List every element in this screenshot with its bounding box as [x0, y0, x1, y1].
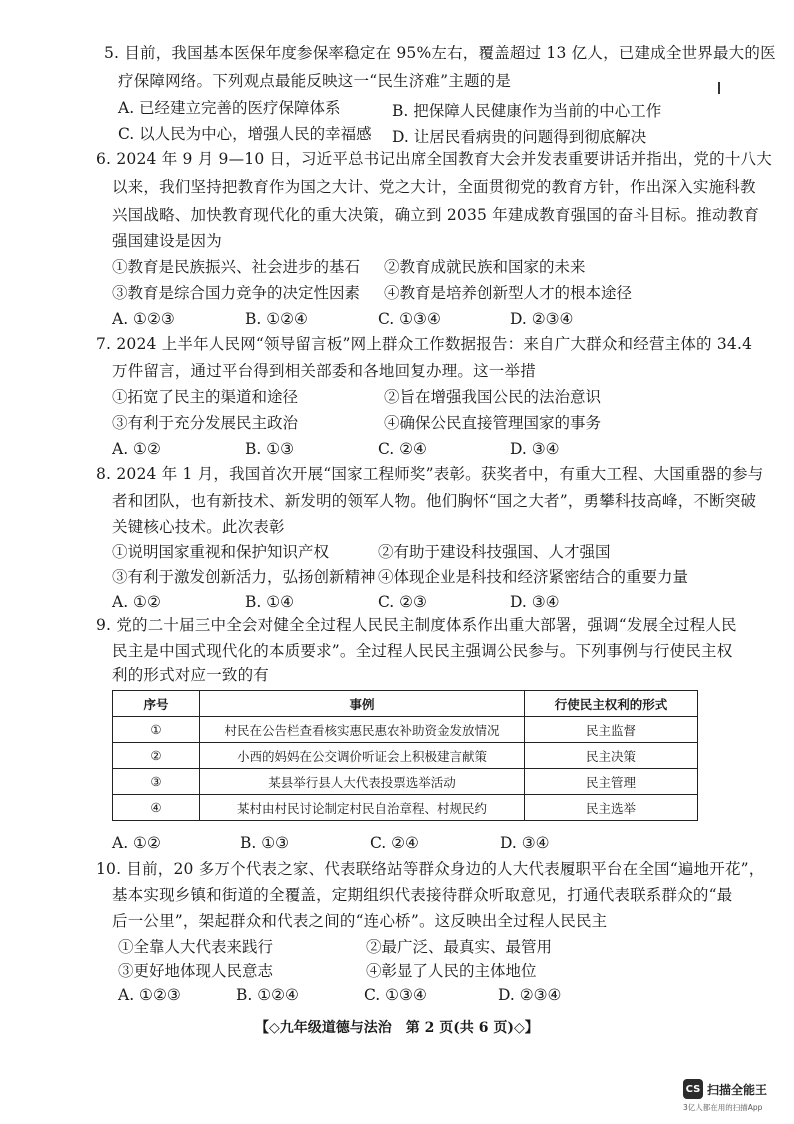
table-cell: ③ [113, 769, 200, 795]
q7-option-b: B. ①③ [245, 440, 295, 458]
q8-statement-4: ④体现企业是科技和经济紧密结合的重要力量 [378, 568, 689, 586]
q7-statement-3: ③有利于充分发展民主政治 [112, 414, 299, 432]
q8-stem-line-3: 关键核心技术。此次表彰 [112, 518, 285, 536]
q9-table [112, 690, 698, 821]
q6-option-d: D. ②③④ [510, 310, 574, 328]
q9-option-a: A. ①② [112, 834, 161, 852]
scanner-brand: 扫描全能王 [707, 1082, 768, 1097]
q8-statement-1: ①说明国家重视和保护知识产权 [112, 543, 330, 561]
scanner-logo [683, 1079, 767, 1099]
table-row [113, 743, 698, 769]
q9-option-d: D. ③④ [500, 834, 550, 852]
q10-option-c: C. ①③④ [364, 986, 427, 1004]
q9-stem-line-2: 民主是中国式现代化的本质要求”。全过程人民民主强调公民参与。下列事例与行使民主权 [112, 642, 733, 660]
q10-statement-3: ③更好地体现人民意志 [118, 962, 274, 980]
table-cell: 小西的妈妈在公交调价听证会上积极建言献策 [200, 743, 525, 769]
table-row [113, 769, 698, 795]
q7-stem-line-2: 万件留言，通过平台得到相关部委和各地回复办理。这一举措 [112, 362, 536, 380]
q8-stem-line-2: 者和团队，也有新技术、新发明的领军人物。他们胸怀“国之大者”，勇攀科技高峰，不断突破 [112, 492, 757, 510]
q6-statement-1: ①教育是民族振兴、社会进步的基石 [112, 258, 361, 276]
q6-option-b: B. ①②④ [245, 310, 308, 328]
q10-statement-1: ①全靠人大代表来践行 [118, 938, 274, 956]
q7-option-d: D. ③④ [510, 440, 560, 458]
table-cell: 民主决策 [525, 743, 698, 769]
q6-statement-3: ③教育是综合国力竞争的决定性因素 [112, 284, 361, 302]
q10-option-a: A. ①②③ [118, 986, 181, 1004]
q5-stem-line-2: 疗保障网络。下列观点最能反映这一“民生济难”主题的是 [118, 72, 512, 90]
q9-stem-line-1: 9. 党的二十届三中全会对健全全过程人民民主制度体系作出重大部署，强调“发展全过程人民 [96, 616, 737, 634]
page-footer: 【◇九年级道德与法治 第 2 页(共 6 页)◇】 [255, 1020, 539, 1036]
table-header-cell: 事例 [200, 691, 525, 717]
q8-option-a: A. ①② [112, 593, 161, 611]
q9-option-c: C. ②④ [370, 834, 419, 852]
q6-statement-2: ②教育成就民族和国家的未来 [384, 258, 586, 276]
q6-stem-line-4: 强国建设是因为 [112, 232, 222, 250]
table-cell: 民主监督 [525, 717, 698, 743]
q8-option-c: C. ②③ [378, 593, 427, 611]
q5-option-b: B. 把保障人民健康作为当前的中心工作 [392, 102, 662, 120]
q7-option-a: A. ①② [112, 440, 161, 458]
q6-stem-line-2: 以来，我们坚持把教育作为国之大计、党之大计，全面贯彻党的教育方针，作出深入实施科教 [112, 178, 756, 196]
q5-stem-line-1: 5. 目前，我国基本医保年度参保率稳定在 95%左右，覆盖超过 13 亿人，已建成全世界最大的医 [104, 44, 776, 62]
q6-statement-4: ④教育是培养创新型人才的根本途径 [384, 284, 633, 302]
q8-option-b: B. ①④ [245, 593, 295, 611]
q8-option-d: D. ③④ [510, 593, 560, 611]
q5-option-a: A. 已经建立完善的医疗保障体系 [118, 99, 341, 117]
q6-stem-line-1: 6. 2024 年 9 月 9—10 日，习近平总书记出席全国教育大会并发表重要讲话并指出，党的十八大 [96, 150, 772, 168]
q7-stem-line-1: 7. 2024 上半年人民网“领导留言板”网上群众工作数据报告：来自广大群众和经营主体的 34.4 [96, 335, 753, 353]
table-row [113, 795, 698, 821]
q10-option-b: B. ①②④ [236, 986, 299, 1004]
q5-option-d: D. 让居民看病贵的问题得到彻底解决 [392, 128, 647, 146]
q8-stem-line-1: 8. 2024 年 1 月，我国首次开展“国家工程师奖”表彰。获奖者中，有重大工程、大国重器的参与 [96, 465, 764, 483]
q6-option-c: C. ①③④ [378, 310, 441, 328]
q6-stem-line-3: 兴国战略、加快教育现代化的重大决策，确立到 2035 年建成教育强国的奋斗目标。推动教育 [112, 206, 760, 224]
q10-statement-2: ②最广泛、最真实、最管用 [366, 938, 553, 956]
table-row [113, 717, 698, 743]
table-cell: 民主管理 [525, 769, 698, 795]
q10-statement-4: ④彰显了人民的主体地位 [366, 962, 537, 980]
table-cell: 村民在公告栏查看核实惠民惠农补助资金发放情况 [200, 717, 525, 743]
q8-statement-2: ②有助于建设科技强国、人才强国 [378, 543, 611, 561]
table-header-cell: 序号 [113, 691, 200, 717]
q10-stem-line-2: 基本实现乡镇和街道的全覆盖，定期组织代表接待群众听取意见，打通代表联系群众的“最 [112, 886, 733, 904]
table-header-row [113, 691, 698, 717]
q7-statement-1: ①拓宽了民主的渠道和途径 [112, 388, 299, 406]
q7-statement-4: ④确保公民直接管理国家的事务 [384, 414, 602, 432]
q7-statement-2: ②旨在增强我国公民的法治意识 [384, 388, 602, 406]
table-cell: 某县举行县人大代表投票选举活动 [200, 769, 525, 795]
scanner-tagline: 3亿人都在用的扫描App [683, 1103, 763, 1112]
q5-option-c: C. 以人民为中心，增强人民的幸福感 [118, 125, 372, 143]
q10-stem-line-3: 后一公里”，架起群众和代表之间的“连心桥”。这反映出全过程人民民主 [112, 912, 608, 930]
q9-option-b: B. ①③ [240, 834, 290, 852]
q9-stem-line-3: 利的形式对应一致的有 [112, 666, 270, 684]
table-cell: ④ [113, 795, 200, 821]
table-cell: 民主选举 [525, 795, 698, 821]
cs-logo-icon: CS [683, 1079, 703, 1099]
table-cell: ② [113, 743, 200, 769]
q10-stem-line-1: 10. 目前，20 多万个代表之家、代表联络站等群众身边的人大代表履职平台在全国“遍地开花”， [96, 860, 765, 878]
table-cell: 某村由村民讨论制定村民自治章程、村规民约 [200, 795, 525, 821]
table-cell: ① [113, 717, 200, 743]
q6-option-a: A. ①②③ [112, 310, 175, 328]
table-header-cell: 行使民主权利的形式 [525, 691, 698, 717]
q8-statement-3: ③有利于激发创新活力，弘扬创新精神 [112, 568, 376, 586]
q7-option-c: C. ②④ [378, 440, 427, 458]
scan-mark [718, 82, 720, 94]
q10-option-d: D. ②③④ [498, 986, 562, 1004]
